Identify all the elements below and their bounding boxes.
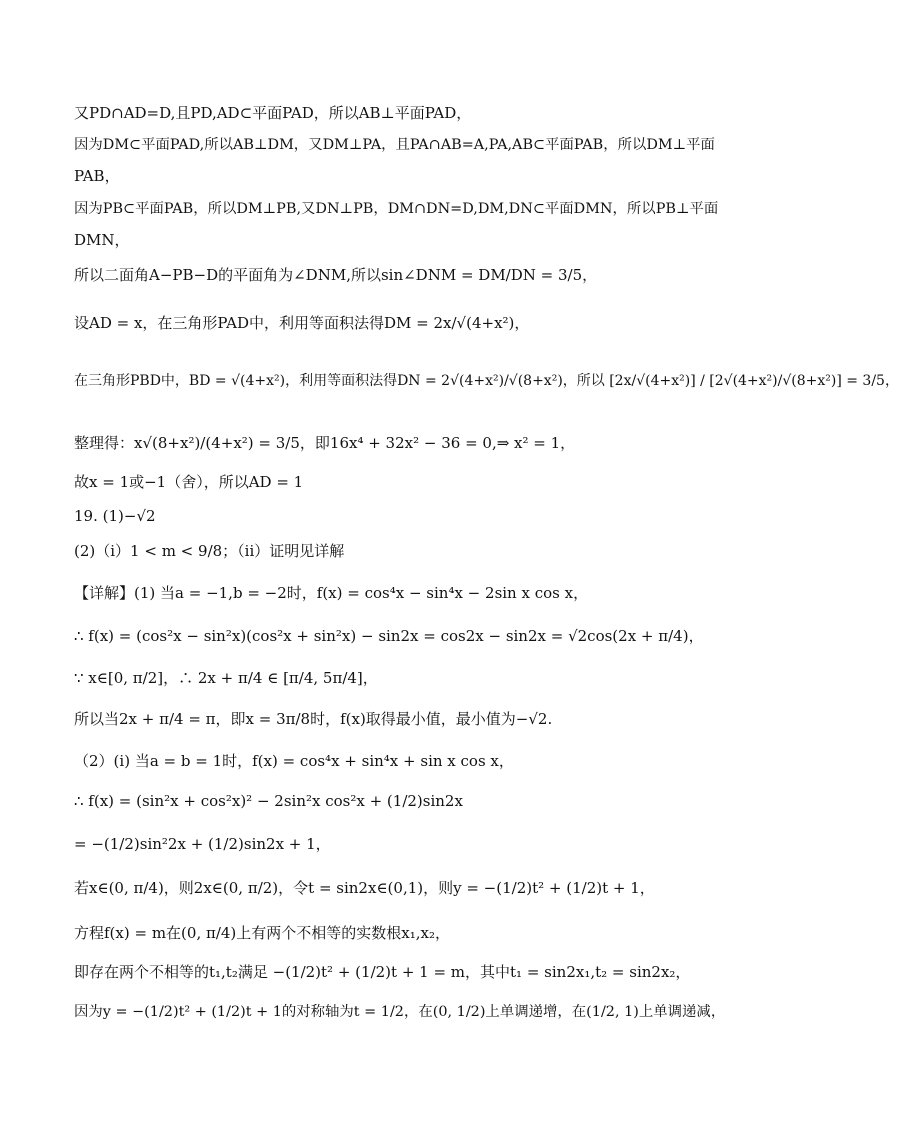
- answer-19-part-2: (2)（i）1 < m < 9/8；（ii）证明见详解: [74, 542, 345, 560]
- detail-line-9: 方程f(x) = m在(0, π/4)上有两个不相等的实数根x₁,x₂，: [74, 924, 450, 942]
- proof-line-3: PAB，: [74, 167, 120, 185]
- detail-line-11: 因为y = −(1/2)t² + (1/2)t + 1的对称轴为t = 1/2，在(0, 1/2)上单调递增，在(1/2, 1)上单调递减，: [74, 1004, 726, 1020]
- detail-line-10: 即存在两个不相等的t₁,t₂满足 −(1/2)t² + (1/2)t + 1 = m，其中t₁ = sin2x₁,t₂ = sin2x₂，: [74, 963, 691, 981]
- proof-line-1: 又PD∩AD=D,且PD,AD⊂平面PAD，所以AB⊥平面PAD，: [74, 104, 472, 122]
- proof-line-8: 在三角形PBD中，BD = √(4+x²)，利用等面积法得DN = 2√(4+x²)/√(8+x²)，所以 [2x/√(4+x²)] / [2√(4+x²)/√(8+x²)] = 3/5，: [74, 373, 899, 389]
- detail-line-4: 所以当2x + π/4 = π，即x = 3π/8时，f(x)取得最小值，最小值为−√2.: [74, 710, 553, 728]
- detail-line-7: = −(1/2)sin²2x + (1/2)sin2x + 1，: [74, 835, 331, 853]
- proof-line-9: 整理得：x√(8+x²)/(4+x²) = 3/5，即16x⁴ + 32x² − 36 = 0,⇒ x² = 1，: [74, 434, 576, 452]
- proof-line-10: 故x = 1或−1（舍），所以AD = 1: [74, 473, 304, 491]
- detail-line-1: 【详解】(1) 当a = −1,b = −2时，f(x) = cos⁴x − sin⁴x − 2sin x cos x，: [74, 584, 589, 602]
- proof-line-6: 所以二面角A−PB−D的平面角为∠DNM,所以sin∠DNM = DM/DN = 3/5，: [74, 266, 598, 284]
- proof-line-5: DMN，: [74, 231, 130, 249]
- detail-line-3: ∵ x∈[0, π/2]，∴ 2x + π/4 ∈ [π/4, 5π/4]，: [74, 669, 378, 687]
- detail-line-6: ∴ f(x) = (sin²x + cos²x)² − 2sin²x cos²x + (1/2)sin2x: [74, 792, 463, 810]
- proof-line-7: 设AD = x，在三角形PAD中，利用等面积法得DM = 2x/√(4+x²)，: [74, 314, 530, 332]
- proof-line-4: 因为PB⊂平面PAB，所以DM⊥PB,又DN⊥PB，DM∩DN=D,DM,DN⊂平面DMN，所以PB⊥平面: [74, 201, 719, 217]
- detail-line-2: ∴ f(x) = (cos²x − sin²x)(cos²x + sin²x) − sin2x = cos2x − sin2x = √2cos(2x + π/4)，: [74, 627, 704, 645]
- answer-19-part-1: 19. (1)−√2: [74, 507, 156, 525]
- detail-line-5: （2）(i) 当a = b = 1时，f(x) = cos⁴x + sin⁴x + sin x cos x，: [74, 752, 514, 770]
- proof-line-2: 因为DM⊂平面PAD,所以AB⊥DM，又DM⊥PA，且PA∩AB=A,PA,AB⊂平面PAB，所以DM⊥平面: [74, 137, 715, 153]
- detail-line-8: 若x∈(0, π/4)，则2x∈(0, π/2)，令t = sin2x∈(0,1)，则y = −(1/2)t² + (1/2)t + 1，: [74, 879, 655, 897]
